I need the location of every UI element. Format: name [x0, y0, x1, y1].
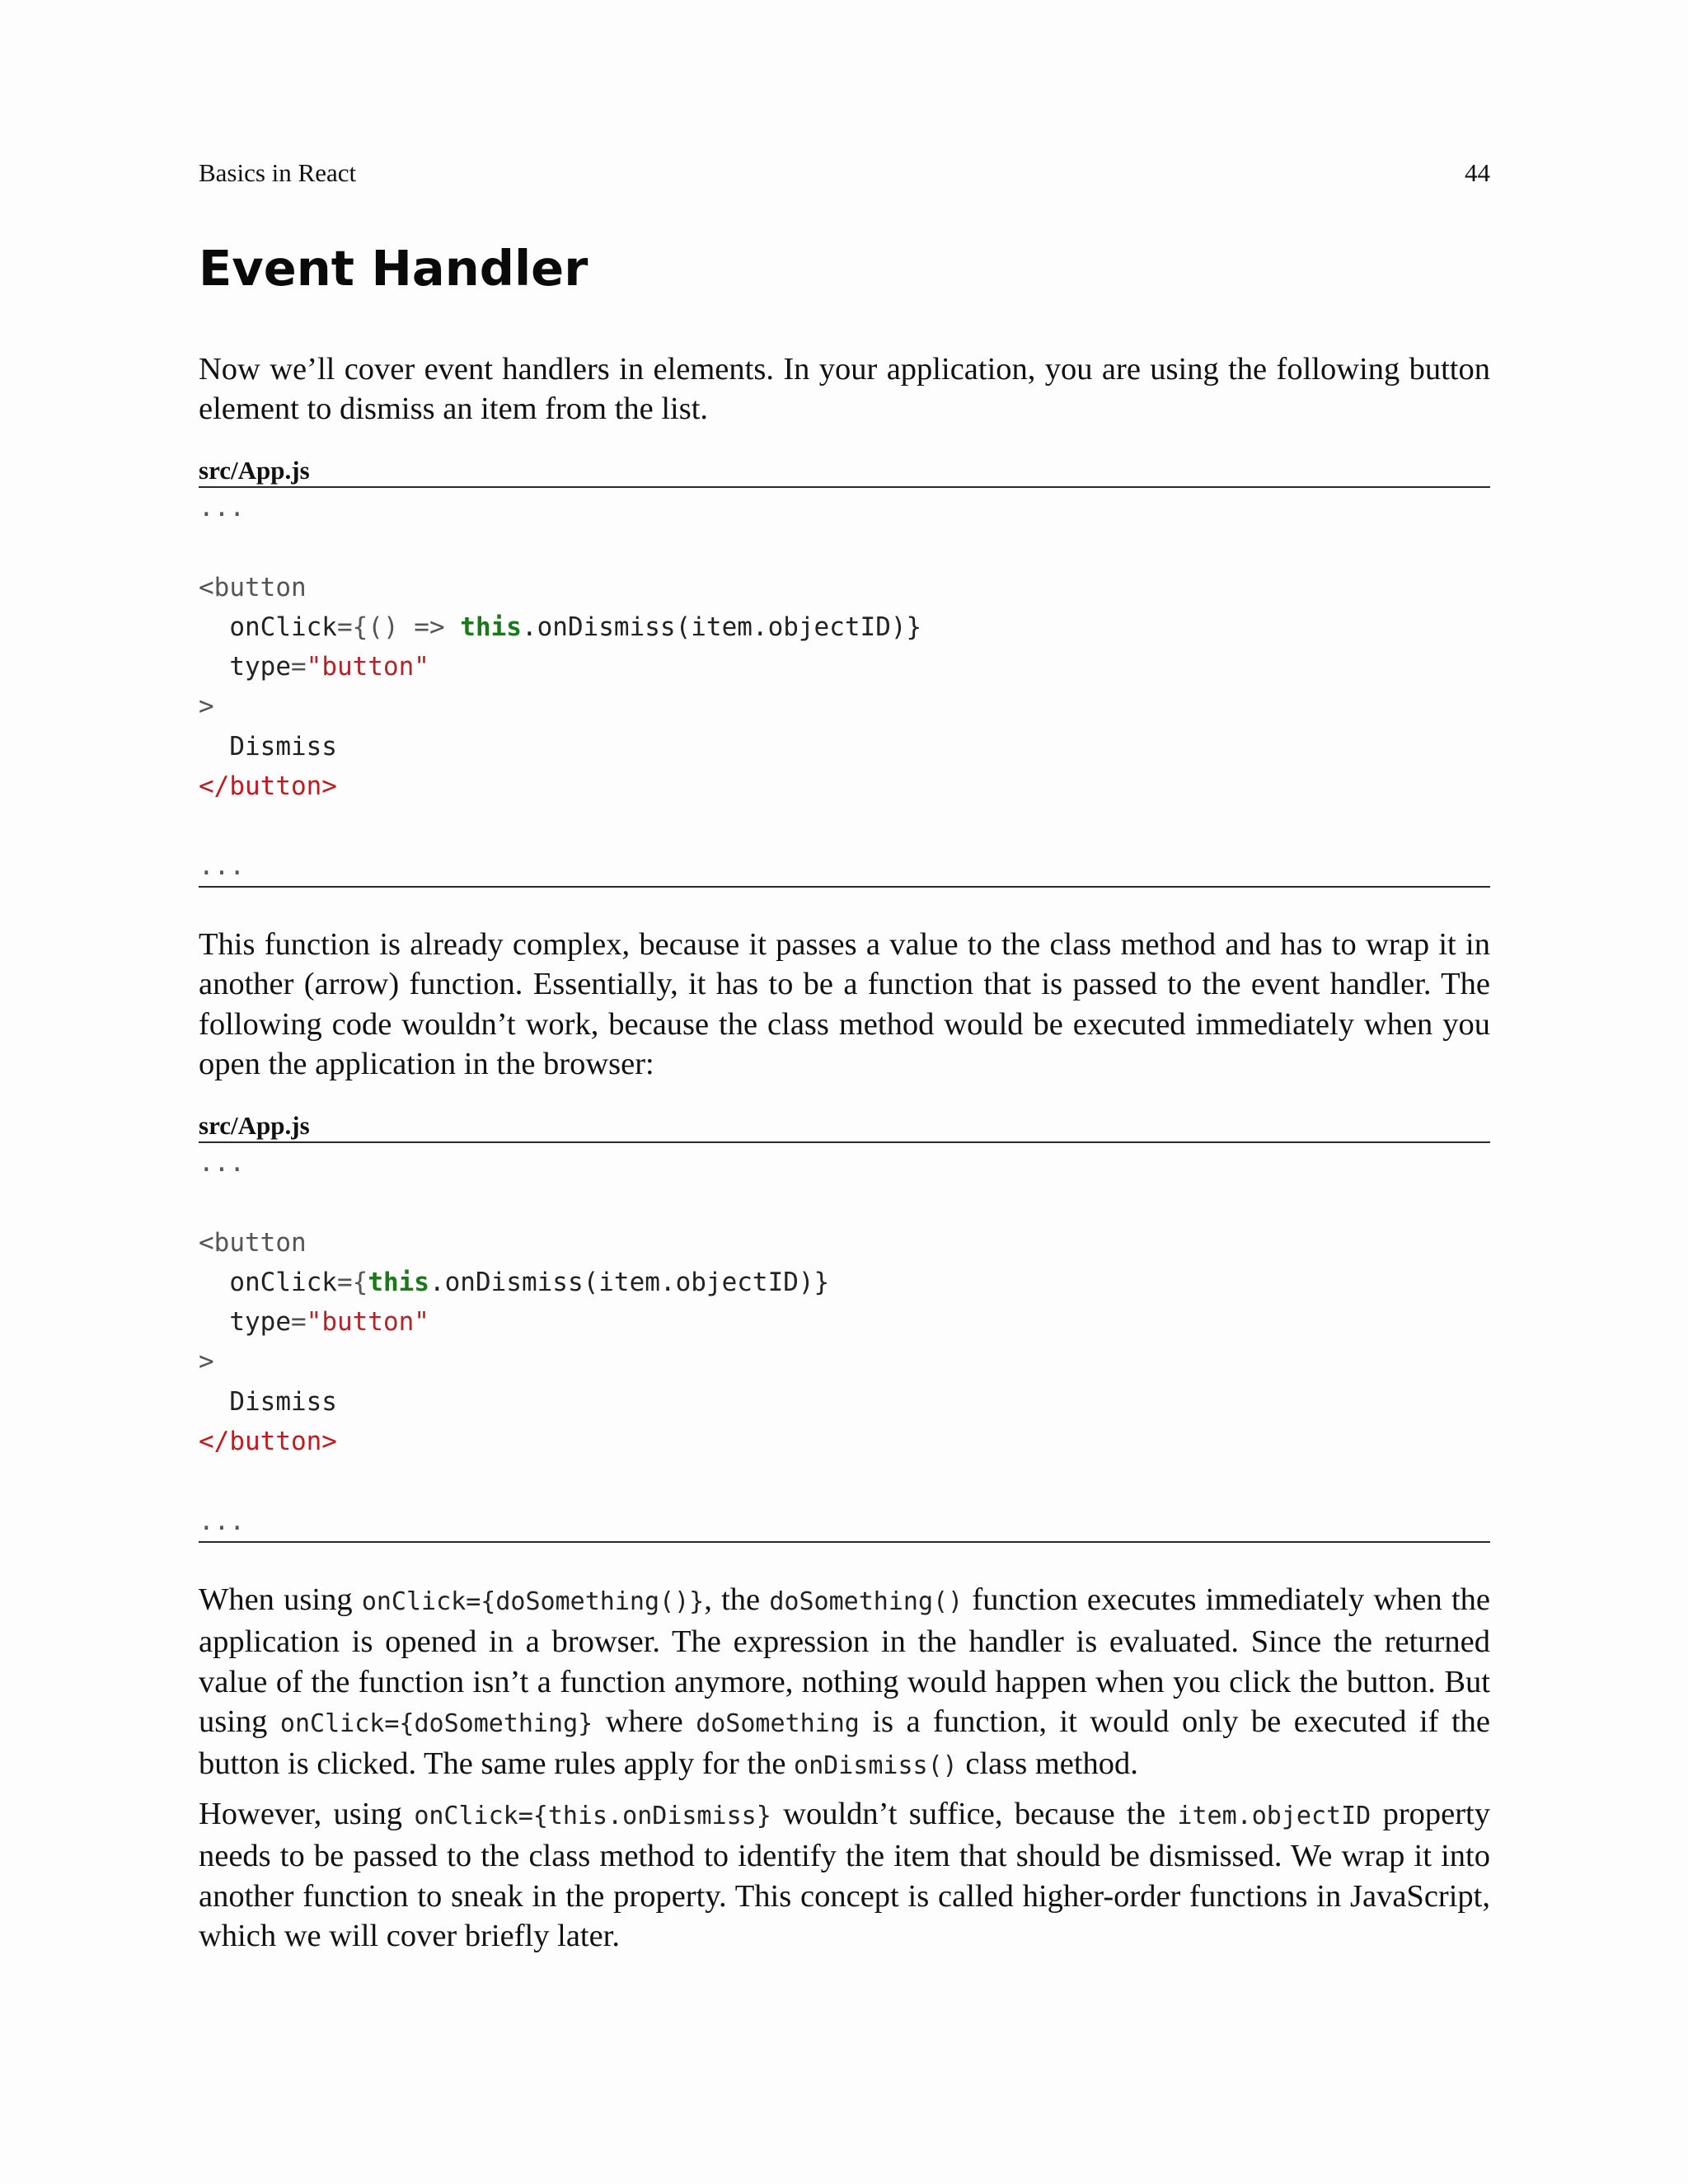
running-header — [199, 157, 1490, 190]
code-line-onclick: onClick={() => this.onDismiss(item.objectID)} — [229, 612, 922, 642]
explanation-paragraph-1: This function is already complex, because it passes a value to the class method and has to wrap it in another (arrow) function. Essentially, it has to be a function that is passed to the event handler. The following code wouldn’t work, because the class method would be executed immediately when you open the application in the browser: — [199, 927, 1490, 1081]
code-line-close-tag: </button> — [199, 1427, 337, 1457]
code-line-close-tag: </button> — [199, 771, 337, 802]
code-listing-2 — [199, 1110, 1490, 1543]
code-keyword-this: this — [460, 612, 522, 642]
inline-code: item.objectID — [1177, 1802, 1372, 1830]
code-ellipsis-top: ... — [199, 1148, 245, 1178]
code-line-tag-close: > — [199, 691, 214, 722]
code-line-tag-close: > — [199, 1347, 214, 1377]
inline-code: onClick={doSomething()} — [361, 1587, 705, 1616]
code-block — [199, 488, 1490, 888]
listing-caption: src/App.js — [199, 455, 1490, 488]
code-keyword-this: this — [368, 1267, 429, 1297]
code-line-open-tag: <button — [199, 1227, 307, 1258]
code-line-type: type="button" — [229, 1307, 429, 1338]
inline-code: doSomething — [696, 1708, 860, 1738]
code-ellipsis-bottom: ... — [199, 851, 245, 881]
listing-caption: src/App.js — [199, 1110, 1490, 1143]
inline-code: onClick={doSomething} — [279, 1708, 593, 1738]
code-line-onclick: onClick={this.onDismiss(item.objectID)} — [229, 1267, 830, 1297]
code-block — [199, 1143, 1490, 1543]
code-ellipsis-top: ... — [199, 493, 245, 523]
chapter-title: Basics in React — [199, 158, 357, 187]
code-string: "button" — [306, 652, 429, 682]
section-title: Event Handler — [199, 240, 588, 297]
page-number: 44 — [1465, 158, 1490, 187]
code-line-open-tag: <button — [199, 572, 307, 602]
code-listing-1 — [199, 455, 1490, 888]
explanation-paragraph-2: When using onClick={doSomething()}, the doSomething() function executes immediately when the application is opened in a browser. The expression in the handler is evaluated. Since the returned value of the function isn’t a function anymore, nothing would happen when you click the button. But using onClick={doSomething} where doSomething is a function, it would only be executed if the button is clicked. The same rules apply for the onDismiss() class method. — [199, 1582, 1490, 1782]
code-line-type: type="button" — [229, 652, 429, 682]
code-line-label: Dismiss — [229, 1386, 337, 1417]
inline-code: doSomething() — [769, 1587, 964, 1616]
inline-code: onDismiss() — [794, 1751, 958, 1781]
explanation-paragraph-3: However, using onClick={this.onDismiss} wouldn’t suffice, because the item.objectID property needs to be passed to the class method to identify the item that should be dismissed. We wrap it into another function to sneak in the property. This concept is called higher-order functions in JavaScript, which we will cover briefly later. — [199, 1797, 1490, 1953]
intro-paragraph: Now we’ll cover event handlers in elements. In your application, you are using the following button element to dismiss an item from the list. — [199, 352, 1490, 427]
inline-code: onClick={this.onDismiss} — [414, 1802, 771, 1830]
code-ellipsis-bottom: ... — [199, 1506, 245, 1536]
code-line-label: Dismiss — [229, 731, 337, 762]
code-string: "button" — [306, 1307, 429, 1338]
